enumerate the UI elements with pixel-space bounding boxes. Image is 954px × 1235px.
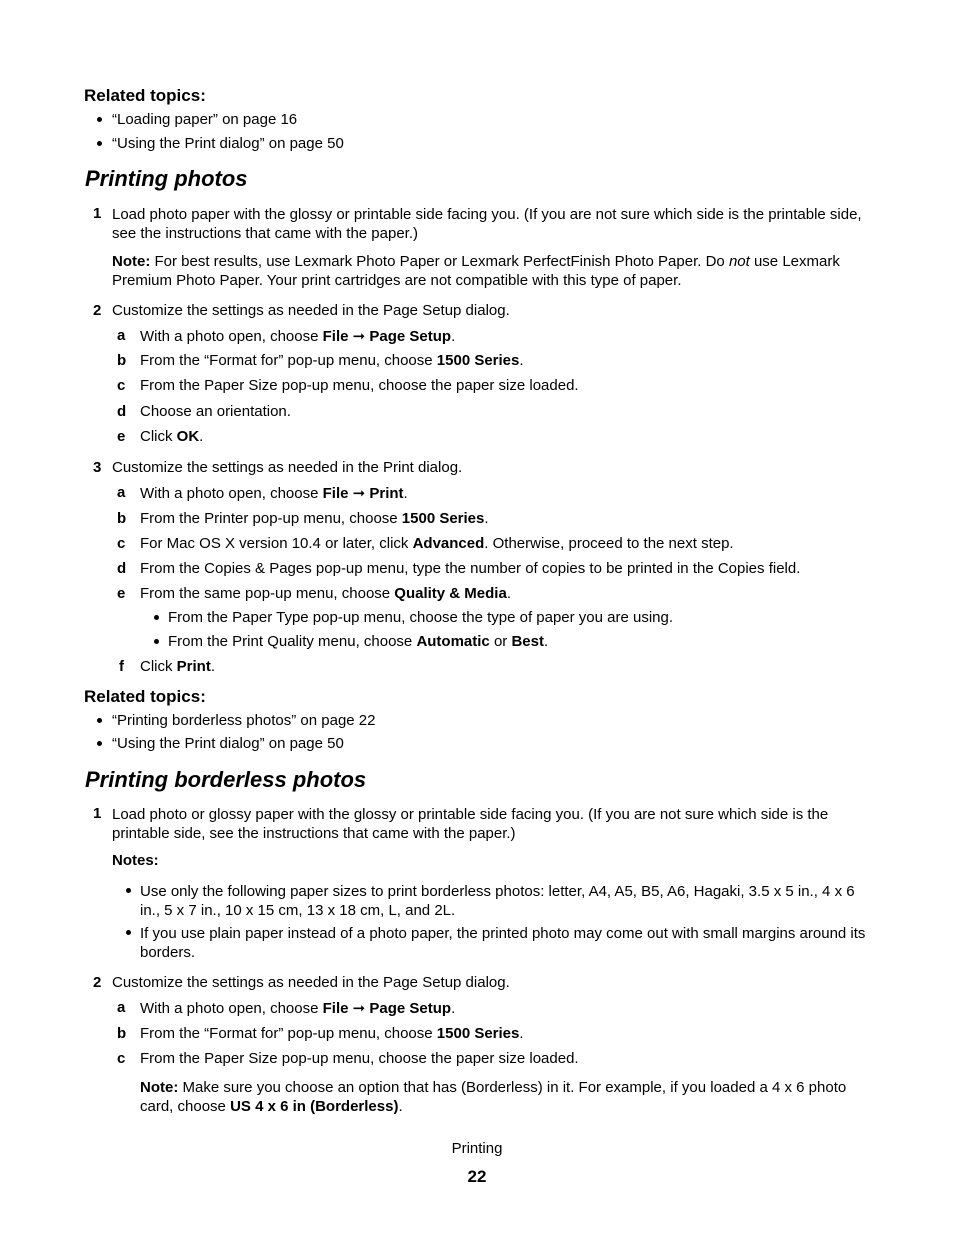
substep-letter: a (117, 999, 126, 1016)
note-text: For best results, use Lexmark Photo Paper or Lexmark PerfectFinish Photo Paper. Do (150, 253, 729, 270)
step-text: Customize the settings as needed in the Print dialog. (112, 459, 463, 476)
note-emphasis: not (728, 253, 750, 270)
substep-letter: b (117, 352, 127, 369)
bullet-icon (97, 741, 102, 746)
note-text: . (398, 1098, 403, 1115)
related-topic-link[interactable]: “Using the Print dialog” on page 50 (112, 135, 344, 152)
substep-text: With a photo open, choose File ➞ Print. (140, 485, 408, 502)
related-topic-link[interactable]: “Using the Print dialog” on page 50 (112, 735, 344, 752)
related-topics-heading: Related topics: (84, 86, 206, 105)
step-number: 2 (93, 974, 102, 991)
section-title: Printing borderless photos (85, 767, 367, 792)
bullet-icon (97, 718, 102, 723)
section-title: Printing photos (85, 166, 248, 191)
substep-letter: d (117, 560, 127, 577)
substep-text: From the same pop-up menu, choose Quality & Media. (140, 585, 511, 602)
note-paragraph (112, 252, 874, 290)
note-paragraph (140, 1078, 874, 1116)
substep-text: From the Paper Size pop-up menu, choose the paper size loaded. (140, 377, 579, 394)
substep-text: From the “Format for” pop-up menu, choose 1500 Series. (140, 352, 524, 369)
substep-letter: a (117, 484, 126, 501)
page-number: 22 (467, 1167, 487, 1186)
substep-text: From the Copies & Pages pop-up menu, type the number of copies to be printed in the Copies field. (140, 560, 801, 577)
related-topic-link[interactable]: “Printing borderless photos” on page 22 (112, 712, 376, 729)
bullet-icon (97, 141, 102, 146)
substep-letter: c (117, 377, 126, 394)
bullet-icon (126, 930, 131, 935)
substep-text: From the Paper Size pop-up menu, choose the paper size loaded. (140, 1050, 579, 1067)
step-text: Load photo or glossy paper with the glossy or printable side facing you. (If you are not sure which side is the printable side, see the instructions that came with the paper.) (112, 806, 829, 842)
substep-text: From the Printer pop-up menu, choose 1500 Series. (140, 510, 489, 527)
note-text: If you use plain paper instead of a photo paper, the printed photo may come out with small margins around its borders. (140, 925, 866, 961)
step-text: Customize the settings as needed in the Page Setup dialog. (112, 302, 510, 319)
bullet-icon (154, 639, 159, 644)
bullet-icon (97, 117, 102, 122)
substep-letter: c (117, 1050, 126, 1067)
note-emphasis: US 4 x 6 in (Borderless) (230, 1098, 399, 1115)
substep-text: Click Print. (140, 658, 216, 675)
step-number: 1 (93, 205, 102, 222)
related-topics-heading: Related topics: (84, 687, 206, 706)
substep-letter: e (117, 428, 126, 445)
substep-letter: c (117, 535, 126, 552)
note-text: use Lexmark Premium Photo Paper. Your print cartridges are not compatible with this type of paper. (112, 253, 840, 289)
bullet-icon (126, 888, 131, 893)
substep-letter: b (117, 1025, 127, 1042)
substep-letter: f (119, 658, 124, 675)
bullet-text: From the Paper Type pop-up menu, choose the type of paper you are using. (168, 609, 674, 626)
notes-label: Notes: (112, 852, 159, 869)
substep-text: Click OK. (140, 428, 204, 445)
bullet-icon (154, 615, 159, 620)
note-text: Make sure you choose an option that has (Borderless) in it. For example, if you loaded a 4 x 6 photo card, choose (140, 1079, 847, 1115)
note-label: Note: (112, 253, 151, 270)
step-number: 3 (93, 459, 102, 476)
related-topic-link[interactable]: “Loading paper” on page 16 (112, 111, 298, 128)
step-text: Customize the settings as needed in the Page Setup dialog. (112, 974, 510, 991)
substep-text: Choose an orientation. (140, 403, 291, 420)
step-text: Load photo paper with the glossy or printable side facing you. (If you are not sure which side is the printable side, see the instructions that came with the paper.) (112, 206, 862, 242)
note-text: Use only the following paper sizes to print borderless photos: letter, A4, A5, B5, A6, Hagaki, 3.5 x 5 in., 4 x 6 in., 5 x 7 in., 10 x 15 cm, 13 x 18 cm, L, and 2L. (140, 883, 855, 919)
substep-letter: d (117, 403, 127, 420)
step-number: 2 (93, 302, 102, 319)
substep-text: With a photo open, choose File ➞ Page Setup. (140, 328, 456, 345)
substep-letter: b (117, 510, 127, 527)
substep-text: With a photo open, choose File ➞ Page Setup. (140, 1000, 456, 1017)
footer-section: Printing (451, 1140, 503, 1157)
note-label: Note: (140, 1079, 179, 1096)
substep-text: For Mac OS X version 10.4 or later, click Advanced. Otherwise, proceed to the next step. (140, 535, 734, 552)
step-number: 1 (93, 805, 102, 822)
bullet-text: From the Print Quality menu, choose Automatic or Best. (168, 633, 549, 650)
substep-text: From the “Format for” pop-up menu, choose 1500 Series. (140, 1025, 524, 1042)
substep-letter: e (117, 585, 126, 602)
substep-letter: a (117, 327, 126, 344)
